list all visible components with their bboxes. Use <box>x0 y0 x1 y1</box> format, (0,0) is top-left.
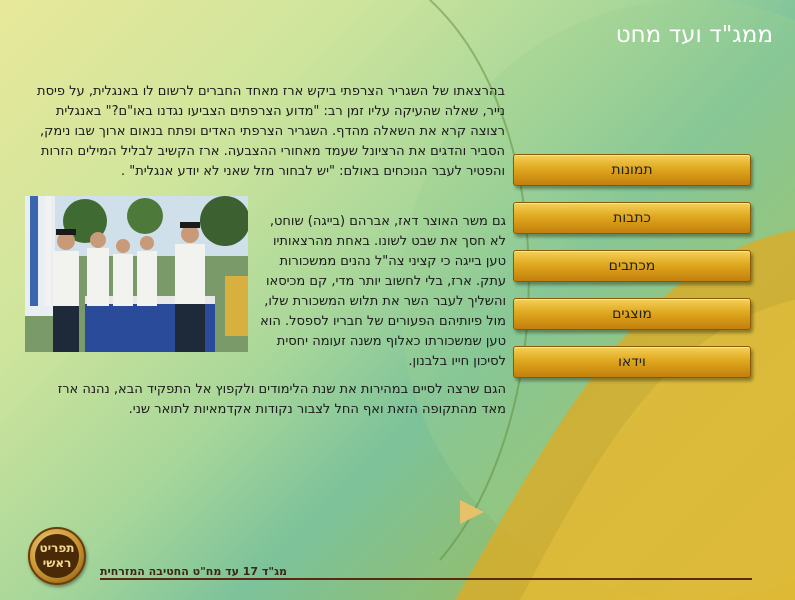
menu-item-photos[interactable]: תמונות <box>513 154 751 186</box>
main-menu-label: תפריט ראשי <box>35 534 79 578</box>
menu-item-video[interactable]: וידאו <box>513 346 751 378</box>
play-arrow-icon[interactable] <box>460 500 484 524</box>
footer-divider <box>100 578 752 580</box>
article-paragraph-1: בהרצאתו של השגריר הצרפתי ביקש ארז מאחד החברים לרשום לו באנגלית, על פיסת נייר, שאלה שהעיקה עליו זמן רב: "מדוע הצרפתים הצביעו נגדנו באו"ם?" באנגלית רצוצה קרא את השאלה מהדף. השגריר הצרפתי האדים ופתח בנאום ארוך שבו נימק, הסביר והדגים את הרציונל שעמד מאחורי ההצבעה. ארז הקשיב לבליל המילים הזרות והפטיר לעבר הנוכחים באולם: "יש לבחור מזל שאני לא יודע אנגלית" . <box>37 84 505 179</box>
article-paragraph-3: הגם שרצה לסיים במהירות את שנת הלימודים ולקפוץ אל התפקיד הבא, נהנה ארז מאד מהתקופה הזאת ואף החל לצבור נקודות אקדמאיות לתואר שני. <box>57 382 506 417</box>
menu-item-articles[interactable]: כתבות <box>513 202 751 234</box>
footer-caption: מג"ד 17 עד מח"ט החטיבה המזרחית <box>100 565 287 578</box>
article-paragraph-2: גם משר האוצר דאז, אברהם (בייגה) שוחט, לא חסך את שבט לשונו. באחת מהרצאותיו טען בייגה כי קציני צה"ל נהנים ממשכורות עתק. ארז, בלי לחשוב יותר מדי, קם מכיסאו והשליך לעבר השר את תלוש המשכורת שלו, מול פיותיהם הפעורים של חבריו לספסל. הוא טען שמשכורתו כאלוף משנה זעומה יחסית לסיכון חייו בלבנון. <box>260 214 506 369</box>
menu-item-letters[interactable]: מכתבים <box>513 250 751 282</box>
ceremony-photo <box>25 196 248 352</box>
menu-item-exhibits[interactable]: מוצגים <box>513 298 751 330</box>
main-menu-button[interactable] <box>28 527 86 585</box>
side-menu <box>513 154 751 394</box>
page-title: ממג"ד ועד מחט <box>615 22 773 48</box>
